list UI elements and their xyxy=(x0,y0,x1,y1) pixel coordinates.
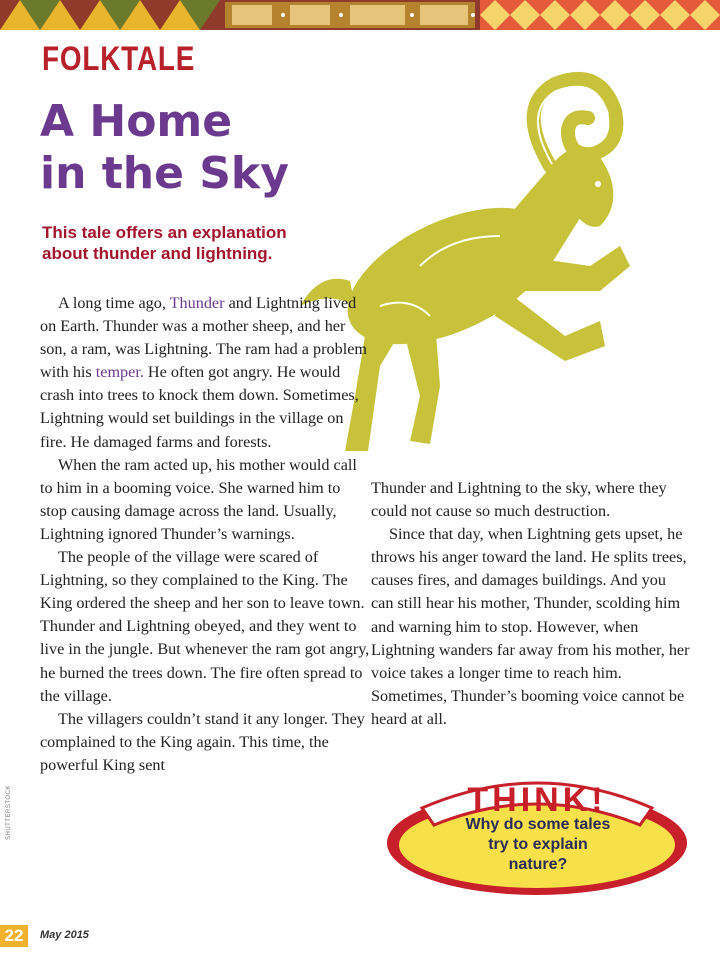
vocab-word-thunder: Thunder xyxy=(169,294,225,312)
think-heading: THINK! xyxy=(467,781,607,819)
paragraph-5: Thunder and Lightning to the sky, where they could not cause so much destruction. xyxy=(371,479,667,521)
page-number: 22 xyxy=(0,925,28,947)
deck-line-2: about thunder and lightning. xyxy=(42,244,273,263)
title-line-1: A Home xyxy=(40,96,233,147)
story-column-right xyxy=(371,477,691,731)
section-label: FOLKTALE xyxy=(42,40,196,78)
paragraph-3: The people of the village were scared of Lightning, so they complained to the King. The King ordered the sheep and her son to leave town. Thunder and Lightning obeyed, and they went to live in the jungle. But whenever the ram got angry, he burned the trees down. The fire often spread to the village. xyxy=(40,548,370,705)
think-question: Why do some tales try to explain nature? xyxy=(465,816,611,873)
paragraph-1-text-b: and Lightning lived on Earth. Thunder was a mother sheep, and her son, a ram, was Lightning. The ram had a problem with his xyxy=(40,294,367,382)
vocab-word-temper: temper. xyxy=(95,363,144,382)
title-line-2: in the Sky xyxy=(40,148,289,199)
paragraph-1-text-a: A long time ago, xyxy=(58,294,170,312)
issue-date: May 2015 xyxy=(40,929,89,941)
top-pattern-border xyxy=(0,0,720,30)
deck-line-1: This tale offers an explanation xyxy=(42,223,287,242)
paragraph-1 xyxy=(40,292,370,454)
story-deck xyxy=(42,222,287,264)
photo-credit: SHUTTERSTOCK xyxy=(6,785,12,840)
paragraph-2: When the ram acted up, his mother would call to him in a booming voice. She warned him to stop causing damage across the land. Usually, Lightning ignored Thunder’s warnings. xyxy=(40,455,357,543)
story-column-left xyxy=(40,292,370,777)
page-title xyxy=(40,96,289,200)
paragraph-4: The villagers couldn’t stand it any longer. They complained to the King again. This time, the powerful King sent xyxy=(40,709,365,774)
paragraph-1-text-c: He often got angry. He would crash into trees to knock them down. Sometimes, Lightning would set buildings in the village on fire. He damaged farms and forests. xyxy=(40,363,359,451)
paragraph-6: Since that day, when Lightning gets upset, he throws his anger toward the land. He splits trees, causes fires, and damages buildings. And you can still hear his mother, Thunder, scolding him and warning him to stop. However, when Lightning wanders far away from his mother, her voice takes a longer time to reach him. Sometimes, Thunder’s booming voice cannot be heard at all. xyxy=(371,525,690,728)
